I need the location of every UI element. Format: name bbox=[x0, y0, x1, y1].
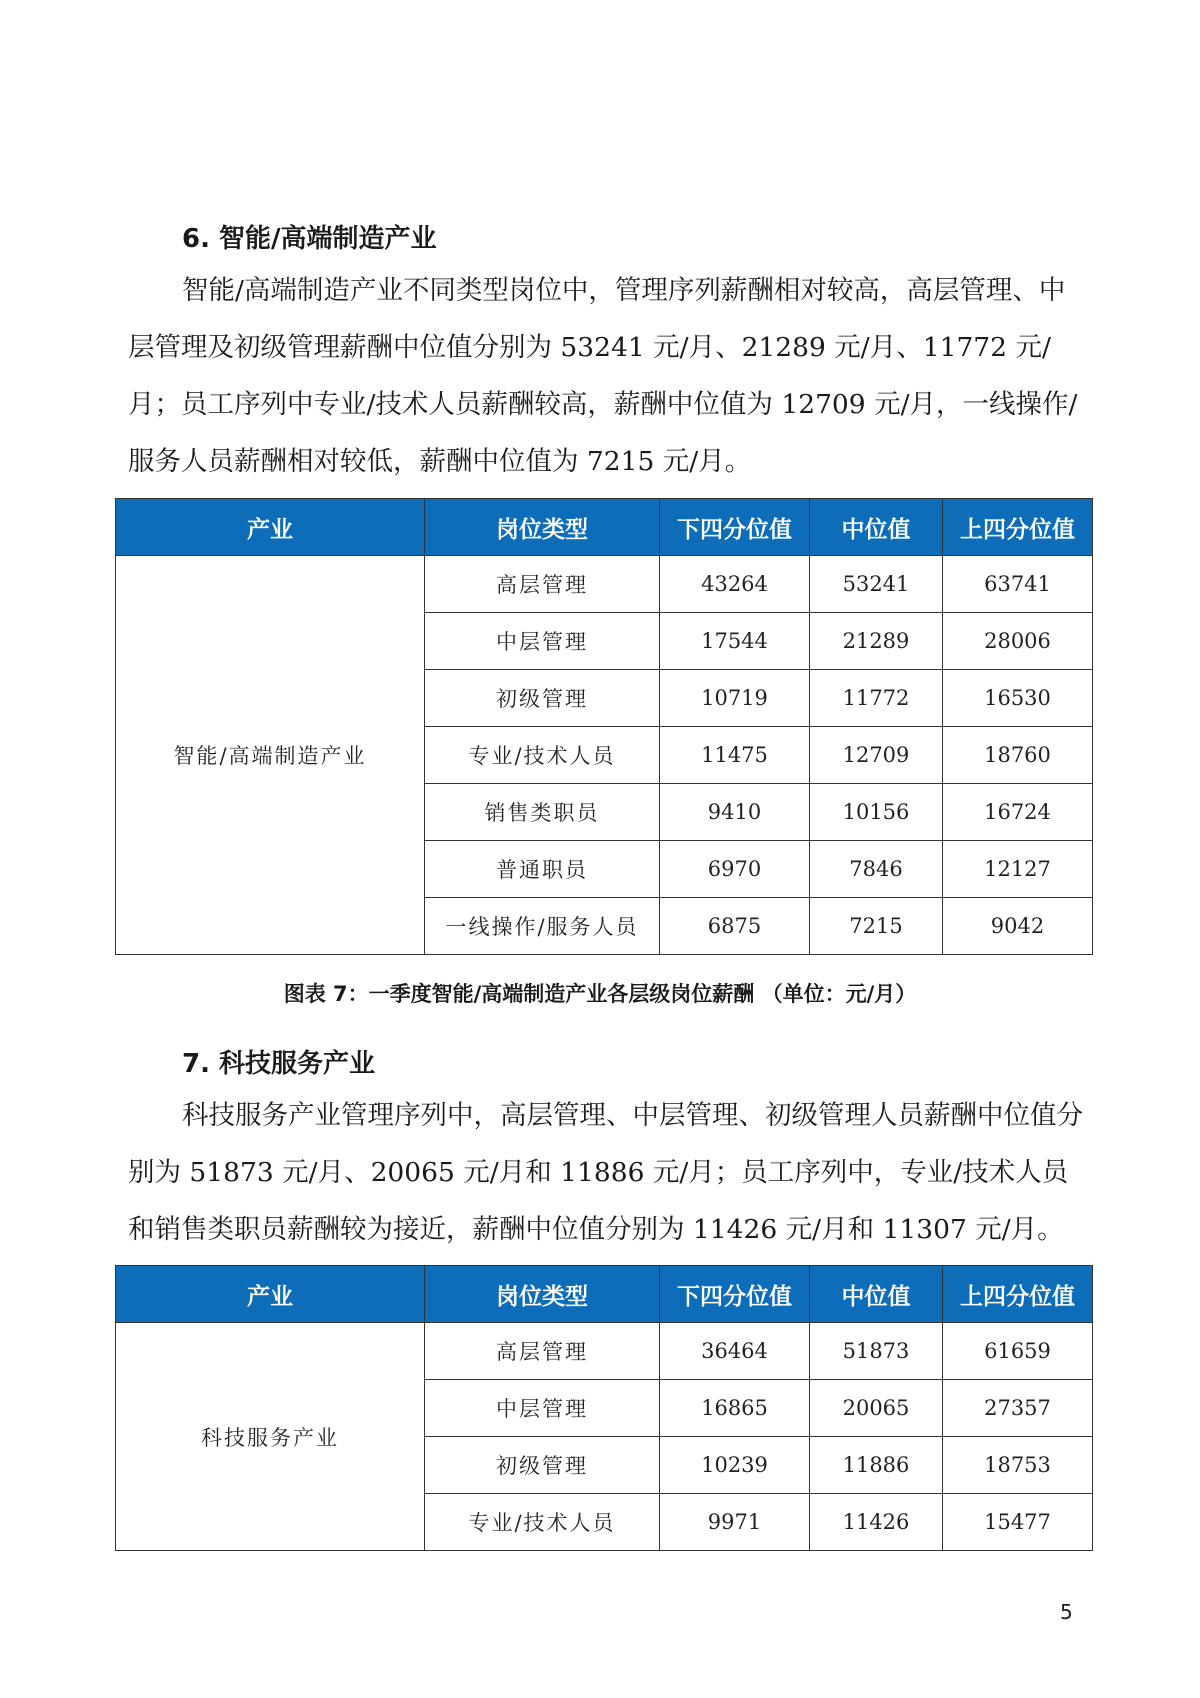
section-7-paragraph: 科技服务产业管理序列中，高层管理、中层管理、初级管理人员薪酬中位值分别为 51873 元/月、20065 元/月和 11886 元/月；员工序列中，专业/技术人员和销售类职员薪酬较为接近，薪酬中位值分别为 11426 元/月和 11307 元/月。 bbox=[128, 1100, 1083, 1245]
header-position-type: 岗位类型 bbox=[425, 499, 660, 556]
header-industry: 产业 bbox=[116, 1266, 425, 1323]
section-7-heading: 7. 科技服务产业 bbox=[182, 1049, 376, 1079]
upper-quartile-cell: 16530 bbox=[943, 670, 1093, 727]
page-number: 5 bbox=[1060, 1600, 1073, 1624]
position-cell: 高层管理 bbox=[425, 1323, 660, 1380]
lower-quartile-cell: 9971 bbox=[660, 1494, 810, 1551]
header-industry: 产业 bbox=[116, 499, 425, 556]
upper-quartile-cell: 16724 bbox=[943, 784, 1093, 841]
position-cell: 普通职员 bbox=[425, 841, 660, 898]
lower-quartile-cell: 11475 bbox=[660, 727, 810, 784]
upper-quartile-cell: 18760 bbox=[943, 727, 1093, 784]
median-cell: 53241 bbox=[810, 556, 943, 613]
table-header-row bbox=[116, 1266, 1093, 1323]
median-cell: 20065 bbox=[810, 1380, 943, 1437]
upper-quartile-cell: 27357 bbox=[943, 1380, 1093, 1437]
position-cell: 初级管理 bbox=[425, 670, 660, 727]
median-cell: 12709 bbox=[810, 727, 943, 784]
salary-table-manufacturing bbox=[115, 498, 1093, 955]
figure-caption: 图表 7：一季度智能/高端制造产业各层级岗位薪酬 （单位：元/月） bbox=[283, 982, 917, 1006]
upper-quartile-cell: 28006 bbox=[943, 613, 1093, 670]
position-cell: 高层管理 bbox=[425, 556, 660, 613]
position-cell: 初级管理 bbox=[425, 1437, 660, 1494]
median-cell: 7215 bbox=[810, 898, 943, 955]
upper-quartile-cell: 15477 bbox=[943, 1494, 1093, 1551]
median-cell: 7846 bbox=[810, 841, 943, 898]
position-cell: 一线操作/服务人员 bbox=[425, 898, 660, 955]
position-cell: 专业/技术人员 bbox=[425, 1494, 660, 1551]
header-median: 中位值 bbox=[810, 1266, 943, 1323]
upper-quartile-cell: 9042 bbox=[943, 898, 1093, 955]
position-cell: 专业/技术人员 bbox=[425, 727, 660, 784]
lower-quartile-cell: 6970 bbox=[660, 841, 810, 898]
header-lower-quartile: 下四分位值 bbox=[660, 1266, 810, 1323]
lower-quartile-cell: 10719 bbox=[660, 670, 810, 727]
upper-quartile-cell: 12127 bbox=[943, 841, 1093, 898]
median-cell: 21289 bbox=[810, 613, 943, 670]
position-cell: 中层管理 bbox=[425, 1380, 660, 1437]
industry-cell: 智能/高端制造产业 bbox=[116, 556, 425, 955]
table-row bbox=[116, 556, 1093, 613]
median-cell: 51873 bbox=[810, 1323, 943, 1380]
table-header-row bbox=[116, 499, 1093, 556]
lower-quartile-cell: 43264 bbox=[660, 556, 810, 613]
lower-quartile-cell: 9410 bbox=[660, 784, 810, 841]
salary-table-tech-services bbox=[115, 1265, 1093, 1551]
median-cell: 10156 bbox=[810, 784, 943, 841]
median-cell: 11426 bbox=[810, 1494, 943, 1551]
lower-quartile-cell: 6875 bbox=[660, 898, 810, 955]
header-upper-quartile: 上四分位值 bbox=[943, 499, 1093, 556]
median-cell: 11772 bbox=[810, 670, 943, 727]
header-position-type: 岗位类型 bbox=[425, 1266, 660, 1323]
industry-cell: 科技服务产业 bbox=[116, 1323, 425, 1551]
upper-quartile-cell: 18753 bbox=[943, 1437, 1093, 1494]
upper-quartile-cell: 63741 bbox=[943, 556, 1093, 613]
header-median: 中位值 bbox=[810, 499, 943, 556]
section-6-paragraph: 智能/高端制造产业不同类型岗位中，管理序列薪酬相对较高，高层管理、中层管理及初级管理薪酬中位值分别为 53241 元/月、21289 元/月、11772 元/月；员工序列中专业/技术人员薪酬较高，薪酬中位值为 12709 元/月，一线操作/服务人员薪酬相对较低，薪酬中位值为 7215 元/月。 bbox=[128, 275, 1078, 477]
header-upper-quartile: 上四分位值 bbox=[943, 1266, 1093, 1323]
position-cell: 中层管理 bbox=[425, 613, 660, 670]
lower-quartile-cell: 16865 bbox=[660, 1380, 810, 1437]
lower-quartile-cell: 10239 bbox=[660, 1437, 810, 1494]
section-6-heading: 6. 智能/高端制造产业 bbox=[182, 224, 437, 254]
lower-quartile-cell: 17544 bbox=[660, 613, 810, 670]
upper-quartile-cell: 61659 bbox=[943, 1323, 1093, 1380]
median-cell: 11886 bbox=[810, 1437, 943, 1494]
header-lower-quartile: 下四分位值 bbox=[660, 499, 810, 556]
position-cell: 销售类职员 bbox=[425, 784, 660, 841]
lower-quartile-cell: 36464 bbox=[660, 1323, 810, 1380]
table-row bbox=[116, 1323, 1093, 1380]
